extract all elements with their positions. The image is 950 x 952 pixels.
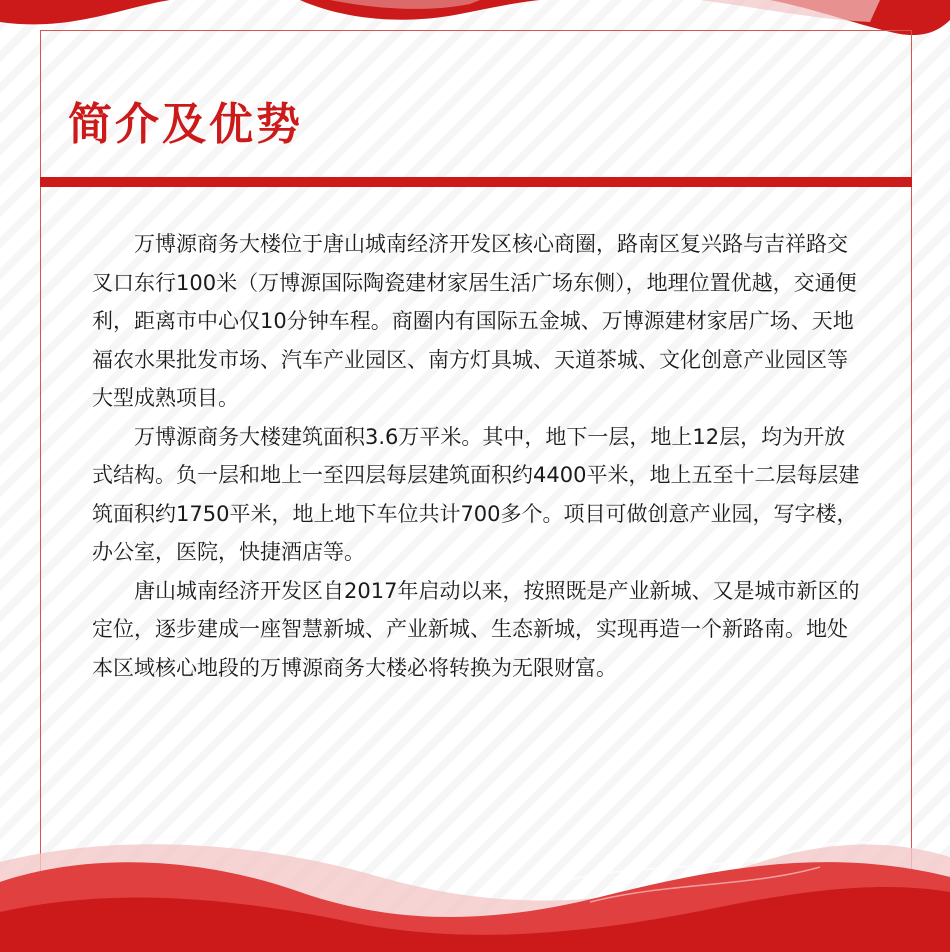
- title-underline-bar: [40, 177, 912, 187]
- paragraph-location: 万博源商务大楼位于唐山城南经济开发区核心商圈，路南区复兴路与吉祥路交叉口东行100米（万博源国际陶瓷建材家居生活广场东侧），地理位置优越，交通便利，距离市中心仅10分钟车程。商圈内有国际五金城、万博源建材家居广场、天地福农水果批发市场、汽车产业园区、南方灯具城、天道茶城、文化创意产业园区等大型成熟项目。: [92, 232, 857, 410]
- paragraph-building: 万博源商务大楼建筑面积3.6万平米。其中，地下一层，地上12层，均为开放式结构。负一层和地上一至四层每层建筑面积约4400平米，地上五至十二层每层建筑面积约1750平米，地上地下车位共计700多个。项目可做创意产业园，写字楼，办公室，医院，快捷酒店等。: [92, 424, 860, 564]
- paragraph-development: 唐山城南经济开发区自2017年启动以来，按照既是产业新城、又是城市新区的定位，逐步建成一座智慧新城、产业新城、生态新城，实现再造一个新路南。地处本区域核心地段的万博源商务大楼必将转换为无限财富。: [92, 578, 860, 680]
- intro-text: [92, 225, 862, 687]
- bottom-red-wave-decoration: [0, 822, 950, 952]
- page-title: 简介及优势: [68, 99, 303, 150]
